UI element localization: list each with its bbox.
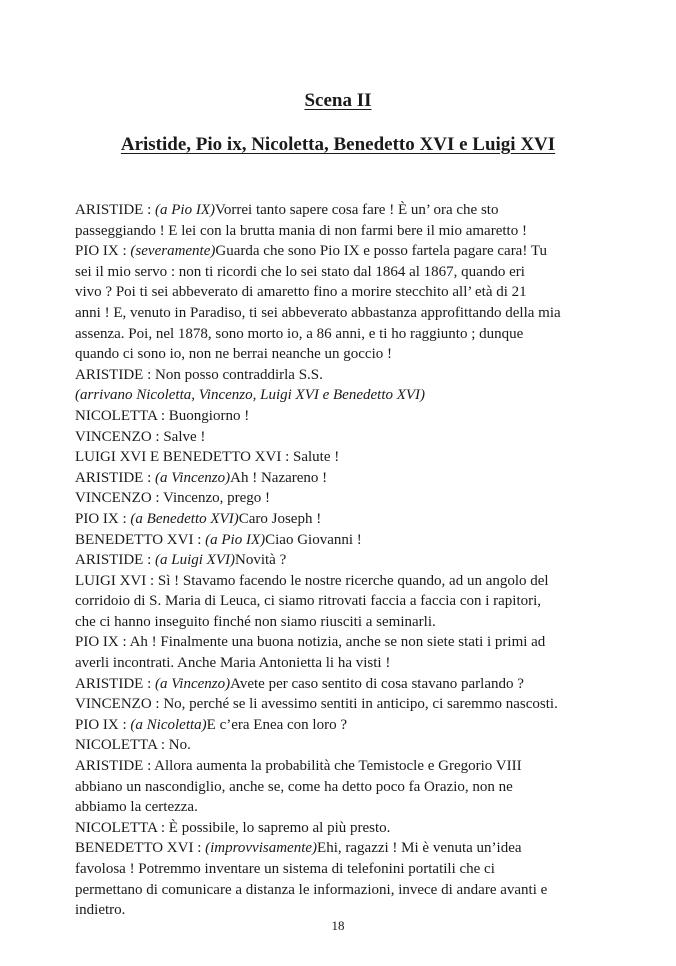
dialogue-text: ARISTIDE :	[75, 675, 155, 692]
text-line	[75, 241, 595, 262]
dialogue-text: ARISTIDE : Non posso contraddirla S.S.	[75, 366, 323, 383]
stage-direction: (a Pio IX)	[205, 531, 266, 548]
dialogue-text: E c’era Enea con loro ?	[206, 716, 347, 733]
text-line	[75, 324, 595, 345]
dialogue-text: Vorrei tanto sapere cosa fare ! È un’ ora che sto	[214, 202, 499, 218]
text-line	[75, 406, 595, 427]
page-number: 18	[331, 918, 345, 933]
text-line	[75, 262, 595, 283]
dialogue-text: BENEDETTO XVI :	[75, 531, 206, 548]
stage-direction: (severamente)	[130, 243, 216, 260]
dialogue-text: averli incontrati. Anche Maria Antonietta li ha visti !	[75, 655, 391, 672]
text-line	[75, 735, 595, 756]
text-line	[75, 571, 595, 592]
dialogue-text: ARISTIDE :	[75, 469, 155, 486]
text-line	[75, 550, 595, 571]
dialogue-text: Guarda che sono Pio IX e posso fartela pagare cara! Tu	[215, 243, 547, 260]
text-line	[75, 880, 595, 901]
stage-direction: (a Pio IX)	[155, 202, 215, 218]
text-line	[75, 612, 595, 633]
dialogue-text: passeggiando ! E lei con la brutta mania di non farmi bere il mio amaretto !	[75, 222, 527, 239]
stage-direction: (a Vincenzo)	[155, 469, 231, 486]
text-line	[75, 200, 595, 221]
dialogue-text: NICOLETTA : Buongiorno !	[75, 407, 250, 424]
dialogue-text: ARISTIDE : Allora aumenta la probabilità che Temistocle e Gregorio VIII	[75, 758, 522, 775]
dialogue-text: sei il mio servo : non ti ricordi che lo sei stato dal 1864 al 1867, quando eri	[75, 263, 525, 280]
text-line	[75, 694, 595, 715]
text-line	[75, 282, 595, 303]
text-line	[75, 756, 595, 777]
text-line	[75, 797, 595, 818]
text-line	[75, 427, 595, 448]
dialogue-text: Avete per caso sentito di cosa stavano parlando ?	[230, 675, 524, 692]
dialogue-text: PIO IX :	[75, 243, 131, 260]
text-line	[75, 447, 595, 468]
text-line	[75, 632, 595, 653]
dialogue-text: corridoio di S. Maria di Leuca, ci siamo ritrovati faccia a faccia con i rapitori,	[75, 593, 542, 610]
dialogue-text: Novità ?	[235, 552, 287, 569]
dialogue-text: VINCENZO : Vincenzo, prego !	[75, 490, 271, 507]
text-line	[75, 674, 595, 695]
stage-direction: (a Luigi XVI)	[155, 552, 235, 569]
dialogue-text: permettano di comunicare a distanza le informazioni, invece di andare avanti e	[75, 881, 548, 898]
dialogue-text: abbiano un nascondiglio, anche se, come ha detto poco fa Orazio, non ne	[75, 778, 513, 795]
stage-direction: (a Vincenzo)	[155, 675, 231, 692]
text-line	[75, 838, 595, 859]
text-line	[75, 653, 595, 674]
text-line	[75, 365, 595, 386]
stage-direction: (improvvisamente)	[205, 840, 318, 857]
dialogue-text: VINCENZO : No, perché se li avessimo sentiti in anticipo, ci saremmo nascosti.	[75, 696, 558, 713]
stage-direction: (a Benedetto XVI)	[130, 510, 239, 527]
text-line	[75, 777, 595, 798]
text-line	[75, 303, 595, 324]
dialogue-text: PIO IX : Ah ! Finalmente una buona notizia, anche se non siete stati i primi ad	[75, 634, 546, 651]
scene-title: Scena II	[304, 90, 372, 111]
text-line	[75, 530, 595, 551]
dialogue-text: Caro Joseph !	[238, 510, 322, 527]
dialogue-text: Ah ! Nazareno !	[230, 469, 328, 486]
characters-heading: Aristide, Pio ix, Nicoletta, Benedetto XVI e Luigi XVI	[120, 134, 556, 155]
dialogue-text: quando ci sono io, non ne berrai neanche un goccio !	[75, 346, 392, 363]
dialogue-text: assenza. Poi, nel 1878, sono morto io, a 86 anni, e ti ho raggiunto ; dunque	[75, 325, 524, 342]
dialogue-text: abbiamo la certezza.	[75, 799, 198, 816]
dialogue-text: indietro.	[75, 902, 126, 919]
text-line	[75, 221, 595, 242]
dialogue-text: Ehi, ragazzi ! Mi è venuta un’idea	[317, 840, 522, 857]
text-line	[75, 818, 595, 839]
dialogue-text: favolosa ! Potremmo inventare un sistema di telefonini portatili che ci	[75, 861, 495, 877]
dialogue-text: Ciao Giovanni !	[265, 531, 362, 548]
dialogue-text: BENEDETTO XVI :	[75, 840, 206, 857]
dialogue-text: LUIGI XVI E BENEDETTO XVI : Salute !	[75, 449, 340, 466]
dialogue-text: PIO IX :	[75, 716, 131, 733]
text-line	[75, 488, 595, 509]
dialogue-text: NICOLETTA : No.	[75, 737, 191, 754]
dialogue-text: VINCENZO : Salve !	[75, 428, 206, 445]
dialogue-text: ARISTIDE :	[75, 552, 155, 569]
text-line	[75, 468, 595, 489]
dialogue-text: vivo ? Poi ti sei abbeverato di amaretto fino a morire stecchito all’ età di 21	[75, 284, 527, 301]
dialogue-text: anni ! E, venuto in Paradiso, ti sei abbeverato abbastanza approfittando della mia	[75, 304, 561, 321]
dialogue-text: LUIGI XVI : Sì ! Stavamo facendo le nostre ricerche quando, ad un angolo del	[75, 572, 549, 589]
text-line	[75, 715, 595, 736]
text-line	[75, 591, 595, 612]
dialogue-body	[75, 200, 595, 921]
dialogue-text: PIO IX :	[75, 510, 131, 527]
text-line	[75, 509, 595, 530]
dialogue-text: ARISTIDE :	[75, 202, 155, 218]
text-line	[75, 385, 595, 406]
dialogue-text: che ci hanno inseguito finché non siamo riusciti a seminarli.	[75, 613, 436, 630]
text-line	[75, 859, 595, 880]
stage-direction: (a Nicoletta)	[130, 716, 207, 733]
stage-direction: (arrivano Nicoletta, Vincenzo, Luigi XVI e Benedetto XVI)	[75, 387, 426, 404]
dialogue-text: NICOLETTA : È possibile, lo sapremo al più presto.	[75, 819, 391, 836]
text-line	[75, 344, 595, 365]
